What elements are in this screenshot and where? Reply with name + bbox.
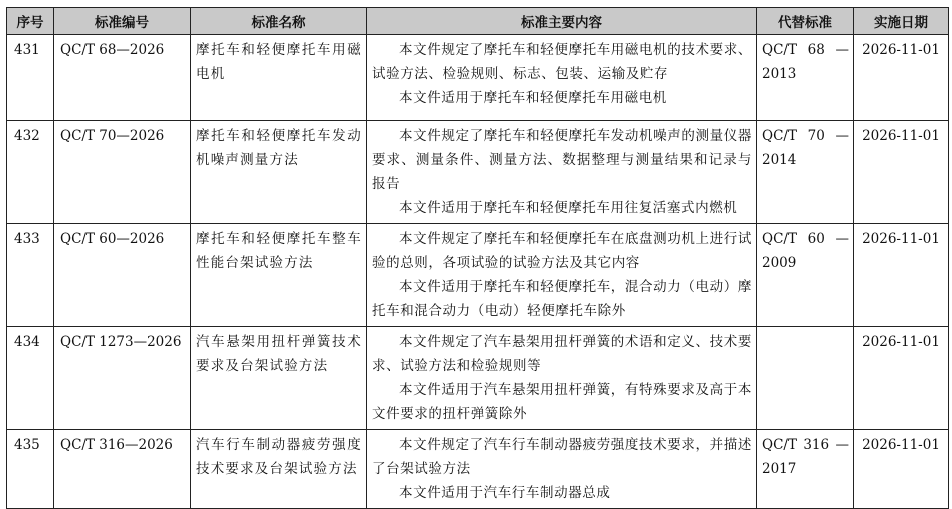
cell-content [367,35,757,121]
cell-code [54,224,191,327]
cell-num [7,35,54,121]
table-row [7,35,949,121]
cell-name [191,121,367,224]
content-paragraph: 本文件适用于摩托车和轻便摩托车，混合动力（电动）摩托车和混合动力（电动）轻便摩托车除外 [372,279,752,319]
replace-dash: — [835,437,849,453]
implement-date: 2026-11-01 [862,42,940,58]
table-header-row [7,8,949,35]
replace-dash: — [835,42,849,58]
cell-date [854,35,949,121]
replace-number: 60 [807,231,825,247]
cell-num [7,224,54,327]
cell-code [54,121,191,224]
cell-replace [757,224,854,327]
table-row [7,121,949,224]
table-row [7,327,949,430]
replace-number: 68 [807,42,825,58]
content-paragraph: 本文件规定了摩托车和轻便摩托车发动机噪声的测量仪器要求、测量条件、测量方法、数据整理与测量结果和记录与报告 [372,128,752,192]
cell-num [7,327,54,430]
implement-date: 2026-11-01 [862,128,940,144]
row-num: 433 [14,231,40,247]
standard-name: 摩托车和轻便摩托车用磁电机 [196,42,362,82]
replace-year: 2017 [762,461,797,477]
table-row [7,224,949,327]
standards-table [6,7,949,509]
standard-name: 摩托车和轻便摩托车发动机噪声测量方法 [196,128,362,168]
cell-name [191,327,367,430]
row-num: 431 [14,42,40,58]
header-code: 标准编号 [54,8,191,35]
cell-content [367,224,757,327]
cell-num [7,430,54,509]
cell-date [854,224,949,327]
content-paragraph: 本文件适用于汽车悬架用扭杆弹簧，有特殊要求及高于本文件要求的扭杆弹簧除外 [372,382,752,422]
cell-name [191,430,367,509]
cell-content [367,327,757,430]
cell-date [854,430,949,509]
cell-code [54,35,191,121]
standard-name: 摩托车和轻便摩托车整车性能台架试验方法 [196,231,362,271]
cell-code [54,430,191,509]
cell-content [367,430,757,509]
header-name: 标准名称 [191,8,367,35]
replace-year: 2014 [762,152,797,168]
header-content: 标准主要内容 [367,8,757,35]
standard-code: QC/T 68—2026 [60,42,165,58]
cell-code [54,327,191,430]
cell-replace [757,327,854,430]
implement-date: 2026-11-01 [862,334,940,350]
cell-num [7,121,54,224]
implement-date: 2026-11-01 [862,437,940,453]
content-paragraph: 本文件适用于汽车行车制动器总成 [399,485,611,501]
replace-number: 316 [803,437,830,453]
content-paragraph: 本文件规定了汽车行车制动器疲劳强度技术要求，并描述了台架试验方法 [372,437,752,477]
cell-replace [757,121,854,224]
cell-replace [757,430,854,509]
replace-dash: — [835,128,849,144]
cell-replace [757,35,854,121]
content-paragraph: 本文件规定了摩托车和轻便摩托车用磁电机的技术要求、试验方法、检验规则、标志、包装、运输及贮存 [372,42,752,82]
standard-code: QC/T 60—2026 [60,231,165,247]
header-num: 序号 [7,8,54,35]
cell-date [854,327,949,430]
cell-name [191,35,367,121]
standard-name: 汽车悬架用扭杆弹簧技术要求及台架试验方法 [196,334,362,374]
row-num: 435 [14,437,40,453]
replace-prefix: QC/T [762,231,797,247]
replace-prefix: QC/T [762,437,797,453]
cell-name [191,224,367,327]
cell-content [367,121,757,224]
content-paragraph: 本文件适用于摩托车和轻便摩托车用往复活塞式内燃机 [399,200,738,216]
replace-prefix: QC/T [762,128,797,144]
standard-code: QC/T 316—2026 [60,437,173,453]
implement-date: 2026-11-01 [862,231,940,247]
replace-year: 2013 [762,66,797,82]
row-num: 434 [14,334,40,350]
standard-name: 汽车行车制动器疲劳强度技术要求及台架试验方法 [196,437,362,477]
content-paragraph: 本文件规定了摩托车和轻便摩托车在底盘测功机上进行试验的总则，各项试验的试验方法及其它内容 [372,231,752,271]
header-replace: 代替标准 [757,8,854,35]
content-paragraph: 本文件适用于摩托车和轻便摩托车用磁电机 [399,90,667,106]
replace-year: 2009 [762,255,797,271]
replace-number: 70 [807,128,825,144]
header-date: 实施日期 [854,8,949,35]
content-paragraph: 本文件规定了汽车悬架用扭杆弹簧的术语和定义、技术要求、试验方法和检验规则等 [372,334,752,374]
table-row [7,430,949,509]
standard-code: QC/T 1273—2026 [60,334,182,350]
replace-dash: — [835,231,849,247]
cell-date [854,121,949,224]
replace-prefix: QC/T [762,42,797,58]
row-num: 432 [14,128,40,144]
standard-code: QC/T 70—2026 [60,128,165,144]
